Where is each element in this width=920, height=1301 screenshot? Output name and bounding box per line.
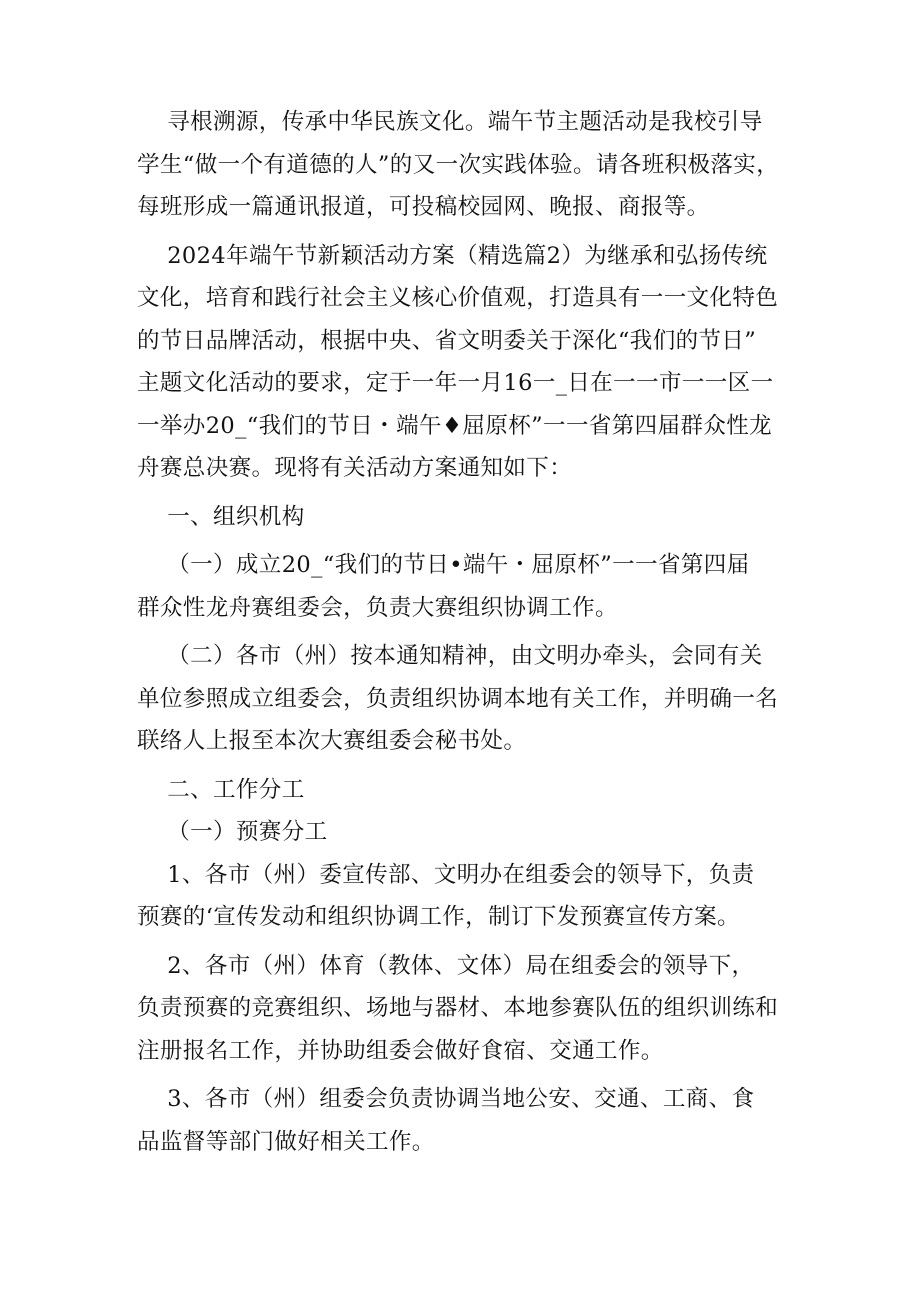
paragraph-line: 的节日品牌活动，根据中央、省文明委关于深化“我们的节日” (137, 327, 757, 354)
paragraph-line: 舟赛总决赛。现将有关活动方案通知如下： (137, 455, 573, 481)
paragraph-line: 联络人上报至本次大赛组委会秘书处。 (137, 728, 527, 754)
paragraph-line: 文化，培育和践行社会主义核心价值观，打造具有一一文化特色 (137, 285, 779, 311)
section-heading: 二、工作分工 (137, 776, 305, 803)
paragraph-line: 品监督等部门做好相关工作。 (137, 1128, 435, 1155)
paragraph-line: 3、各市（州）组委会负责协调当地公安、交通、工商、食 (137, 1086, 755, 1112)
paragraph-line: 负责预赛的竞赛组织、场地与器材、本地参赛队伍的组织训练和 (137, 995, 779, 1021)
paragraph-line: 主题文化活动的要求，定于一年一月16一_日在一一市一一区一 (137, 370, 774, 396)
subsection-heading: （一）预赛分工 (137, 819, 328, 845)
paragraph-line: 预赛的‘宣传发动和组织协调工作，制订下发预赛宣传方案。 (137, 904, 740, 930)
paragraph-line: 每班形成一篇通讯报道，可投稿校园网、晚报、商报等。 (137, 194, 710, 220)
paragraph-line: 寻根溯源，传承中华民族文化。端午节主题活动是我校引导 (137, 109, 763, 135)
paragraph-line: 2024年端午节新颖活动方案（精选篇2）为继承和弘扬传统 (137, 242, 768, 269)
paragraph-line: （一）成立20_“我们的节日•端午・屈原杯”一一省第四届 (137, 552, 750, 578)
document-body (137, 101, 787, 1163)
paragraph-line: 群众性龙舟赛组委会，负责大赛组织协调工作。 (137, 594, 618, 621)
paragraph-line: 学生“做一个有道德的人”的又一次实践体验。请各班积极落实， (137, 151, 780, 178)
paragraph-line: 单位参照成立组委会，负责组织协调本地有关工作，并明确一名 (137, 685, 779, 712)
paragraph-line: 1、各市（州）委宣传部、文明办在组委会的领导下，负责 (137, 861, 755, 888)
paragraph-line: 注册报名工作，并协助组委会做好食宿、交通工作。 (137, 1037, 664, 1064)
paragraph-line: 2、各市（州）体育（教体、文体）局在组委会的领导下， (137, 952, 755, 979)
section-heading: 一、组织机构 (137, 503, 305, 530)
paragraph-line: （二）各市（州）按本通知精神，由文明办牵头，会同有关 (137, 643, 763, 669)
paragraph-line: 一举办20_“我们的节日・端午♦屈原杯”一一省第四届群众性龙 (137, 412, 773, 439)
